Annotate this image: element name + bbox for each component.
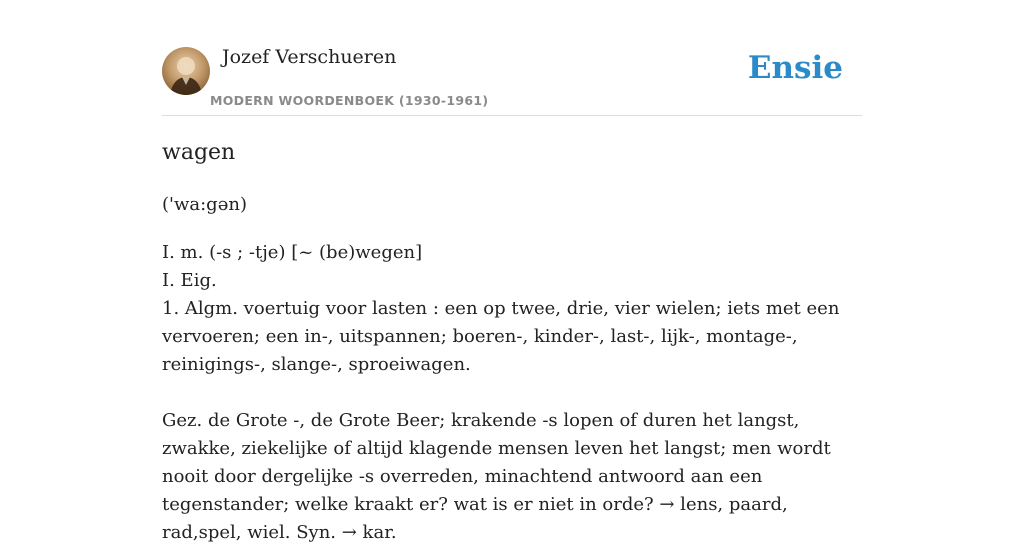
definition-line: I. Eig. [162,270,217,291]
definition-line: 1. Algm. voertuig voor lasten : een op twee, drie, vier wielen; iets met een vervoeren; een in-, uitspannen; boeren-, kinder-, last-, lijk-, montage-, reinigings-, slange-, sproeiwagen. [162,298,840,375]
author-name[interactable]: Jozef Verschueren [222,46,397,68]
portrait-icon [162,47,210,95]
ensie-logo-link[interactable]: Ensie [747,50,843,86]
page-container [162,0,862,543]
dictionary-source[interactable]: MODERN WOORDENBOEK (1930-1961) [210,93,489,108]
entry-definition [162,239,862,547]
definition-line: I. m. (-s ; -tje) [~ (be)wegen] [162,242,423,263]
definition-paragraph: Gez. de Grote -, de Grote Beer; krakende -s lopen of duren het langst, zwakke, ziekelijke of altijd klagende mensen leven het langst; men wordt nooit door dergelijke -s overreden, minachtend antwoord aan een tegenstander; welke kraakt er? wat is er niet in orde? → lens, paard, rad,spel, wiel. Syn. → kar. [162,410,831,543]
entry-headword: wagen [162,140,236,165]
paragraph-gap [162,379,862,407]
author-avatar[interactable] [162,47,210,95]
entry-pronunciation: ('wa:gən) [162,194,247,215]
entry-header [162,0,862,116]
